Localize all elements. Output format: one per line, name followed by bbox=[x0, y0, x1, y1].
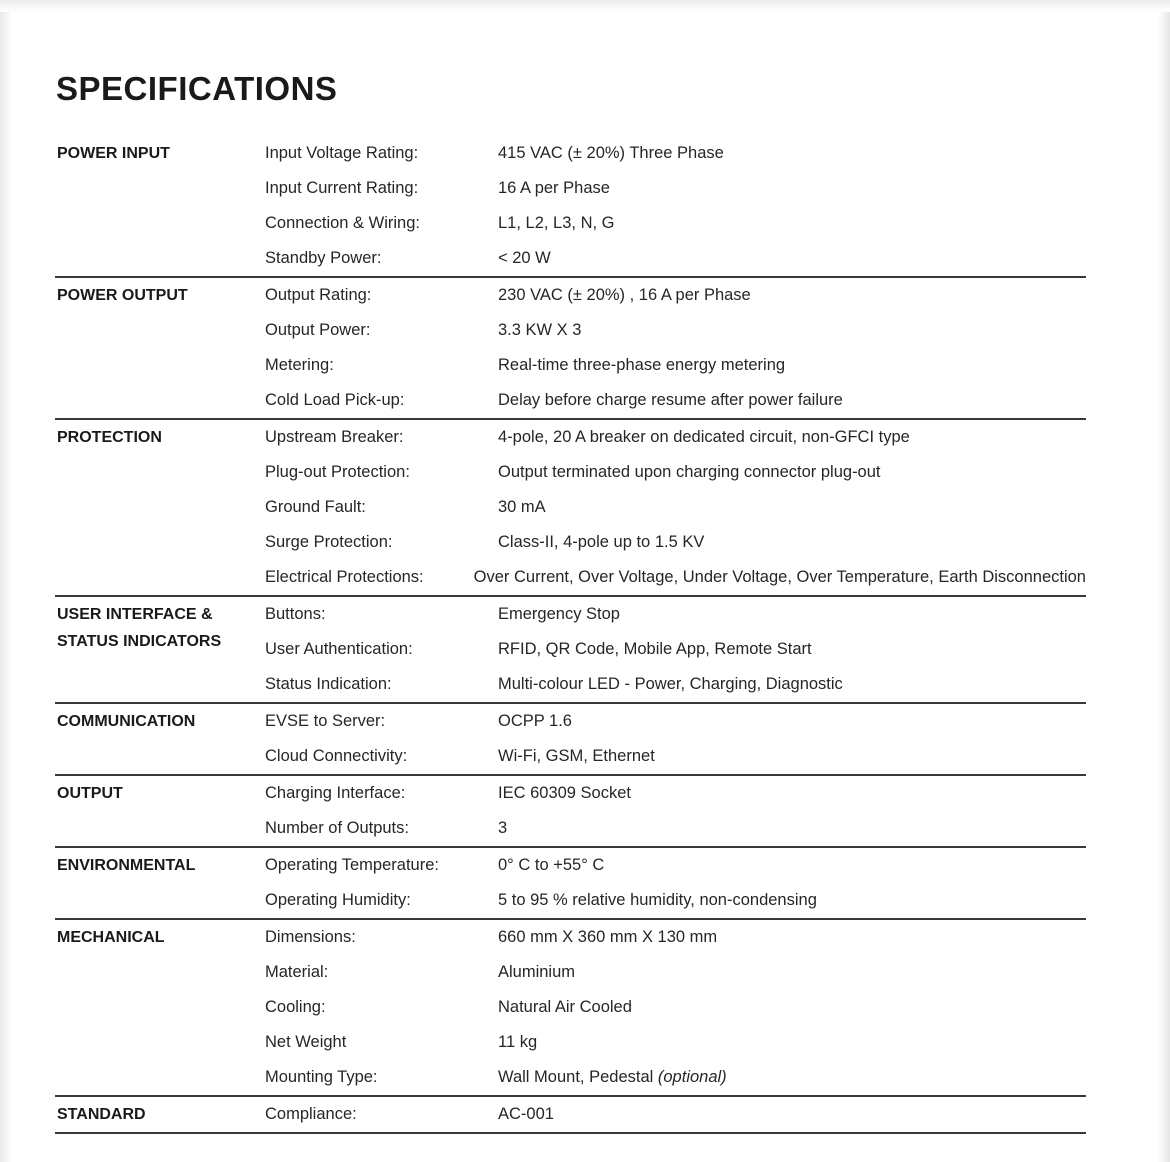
spec-value-cell bbox=[498, 856, 604, 875]
spec-row bbox=[55, 490, 1086, 525]
spec-value-cell bbox=[498, 747, 655, 766]
spec-value-cell bbox=[498, 1068, 727, 1087]
spec-label: Metering: bbox=[265, 356, 334, 374]
spec-label: Output Power: bbox=[265, 321, 371, 339]
spec-row bbox=[55, 525, 1086, 560]
spec-value: 230 VAC (± 20%) , 16 A per Phase bbox=[498, 286, 751, 304]
spec-value-note: (optional) bbox=[657, 1068, 727, 1086]
spec-value-cell bbox=[498, 998, 632, 1017]
spec-label: EVSE to Server: bbox=[265, 712, 386, 730]
spec-label: Connection & Wiring: bbox=[265, 214, 420, 232]
spec-value: Multi-colour LED - Power, Charging, Diagnostic bbox=[498, 675, 843, 693]
section-title bbox=[57, 852, 247, 879]
spec-value-cell bbox=[498, 963, 575, 982]
specifications-table bbox=[55, 136, 1086, 1134]
spec-label: Cooling: bbox=[265, 998, 326, 1016]
section-title bbox=[57, 424, 247, 451]
spec-label: Net Weight bbox=[265, 1033, 347, 1051]
spec-section bbox=[55, 704, 1086, 776]
spec-value-cell bbox=[498, 891, 817, 910]
spec-section bbox=[55, 136, 1086, 278]
spec-value-cell bbox=[498, 533, 704, 552]
spec-value-cell bbox=[498, 463, 881, 482]
spec-row bbox=[55, 171, 1086, 206]
spec-row bbox=[55, 1025, 1086, 1060]
spec-value: 4-pole, 20 A breaker on dedicated circuit, non-GFCI type bbox=[498, 428, 910, 446]
spec-value-cell bbox=[474, 568, 1086, 587]
spec-value-cell bbox=[498, 249, 551, 268]
spec-value: IEC 60309 Socket bbox=[498, 784, 631, 802]
spec-label: Electrical Protections: bbox=[265, 568, 424, 586]
spec-value: Real-time three-phase energy metering bbox=[498, 356, 786, 374]
section-title-line: STATUS INDICATORS bbox=[57, 633, 222, 650]
spec-value: Wi-Fi, GSM, Ethernet bbox=[498, 747, 655, 765]
spec-value-cell bbox=[498, 784, 631, 803]
spec-value: L1, L2, L3, N, G bbox=[498, 214, 615, 232]
spec-value: 5 to 95 % relative humidity, non-condensing bbox=[498, 891, 817, 909]
spec-row bbox=[55, 811, 1086, 846]
spec-value-cell bbox=[498, 391, 843, 410]
spec-row bbox=[55, 990, 1086, 1025]
spec-value-cell bbox=[498, 640, 812, 659]
spec-value: Delay before charge resume after power failure bbox=[498, 391, 843, 409]
spec-value-cell bbox=[498, 712, 572, 731]
spec-value: < 20 W bbox=[498, 249, 551, 267]
spec-section bbox=[55, 848, 1086, 920]
spec-label: Number of Outputs: bbox=[265, 819, 409, 837]
spec-value-cell bbox=[498, 1105, 554, 1124]
spec-label: Standby Power: bbox=[265, 249, 382, 267]
section-title bbox=[57, 282, 247, 309]
spec-value: Over Current, Over Voltage, Under Voltage, Over Temperature, Earth Disconnection bbox=[473, 568, 1086, 586]
spec-label: Compliance: bbox=[265, 1105, 357, 1123]
spec-section bbox=[55, 920, 1086, 1097]
spec-value-cell bbox=[498, 144, 724, 163]
section-title-line: MECHANICAL bbox=[57, 929, 165, 946]
spec-value-cell bbox=[498, 675, 843, 694]
spec-label: Material: bbox=[265, 963, 329, 981]
spec-value-cell bbox=[498, 356, 785, 375]
section-title bbox=[57, 140, 247, 167]
spec-value-cell bbox=[498, 819, 507, 838]
spec-value: 30 mA bbox=[498, 498, 546, 516]
spec-value: Wall Mount, Pedestal bbox=[498, 1068, 654, 1086]
spec-value: Class-II, 4-pole up to 1.5 KV bbox=[498, 533, 705, 551]
spec-section bbox=[55, 278, 1086, 420]
spec-row bbox=[55, 383, 1086, 418]
spec-value-cell bbox=[498, 605, 620, 624]
spec-value-cell bbox=[498, 179, 610, 198]
spec-value-cell bbox=[498, 286, 751, 305]
section-title-line: POWER INPUT bbox=[57, 145, 170, 162]
spec-value-cell bbox=[498, 321, 581, 340]
section-title-line: ENVIRONMENTAL bbox=[57, 857, 196, 874]
page-edge-shadow-left bbox=[0, 0, 12, 1162]
spec-section bbox=[55, 776, 1086, 848]
spec-value: 3 bbox=[498, 819, 508, 837]
spec-value: 11 kg bbox=[498, 1033, 538, 1051]
spec-label: Status Indication: bbox=[265, 675, 392, 693]
section-title-line: POWER OUTPUT bbox=[57, 287, 188, 304]
spec-value: 3.3 KW X 3 bbox=[498, 321, 582, 339]
spec-row bbox=[55, 348, 1086, 383]
spec-label: Surge Protection: bbox=[265, 533, 393, 551]
section-title bbox=[57, 924, 247, 951]
spec-row bbox=[55, 455, 1086, 490]
spec-row bbox=[55, 560, 1086, 595]
spec-row bbox=[55, 883, 1086, 918]
spec-label: Operating Temperature: bbox=[265, 856, 439, 874]
spec-value-cell bbox=[498, 498, 546, 517]
spec-value: 660 mm X 360 mm X 130 mm bbox=[498, 928, 718, 946]
spec-value: 16 A per Phase bbox=[498, 179, 610, 197]
spec-label: Buttons: bbox=[265, 605, 326, 623]
spec-row bbox=[55, 313, 1086, 348]
page-edge-shadow-right bbox=[1158, 0, 1170, 1162]
spec-row bbox=[55, 739, 1086, 774]
spec-label: Cloud Connectivity: bbox=[265, 747, 408, 765]
spec-value-cell bbox=[498, 928, 717, 947]
spec-value-cell bbox=[498, 428, 910, 447]
spec-value: Output terminated upon charging connector plug-out bbox=[498, 463, 881, 481]
spec-value-cell bbox=[498, 214, 614, 233]
spec-label: Upstream Breaker: bbox=[265, 428, 404, 446]
spec-label: Output Rating: bbox=[265, 286, 372, 304]
spec-label: Operating Humidity: bbox=[265, 891, 411, 909]
page-title: SPECIFICATIONS bbox=[56, 70, 338, 107]
page-edge-shadow-top bbox=[0, 0, 1170, 12]
section-title-line: COMMUNICATION bbox=[57, 713, 196, 730]
spec-row bbox=[55, 206, 1086, 241]
spec-label: User Authentication: bbox=[265, 640, 413, 658]
spec-value: AC-001 bbox=[498, 1105, 554, 1123]
spec-value: Natural Air Cooled bbox=[498, 998, 632, 1016]
section-title bbox=[57, 780, 247, 807]
section-title-line: PROTECTION bbox=[57, 429, 162, 446]
spec-label: Input Current Rating: bbox=[265, 179, 419, 197]
spec-section bbox=[55, 1097, 1086, 1134]
spec-value: Aluminium bbox=[498, 963, 576, 981]
spec-value: RFID, QR Code, Mobile App, Remote Start bbox=[498, 640, 812, 658]
spec-row bbox=[55, 955, 1086, 990]
spec-section bbox=[55, 597, 1086, 704]
section-title-line: OUTPUT bbox=[57, 785, 123, 802]
spec-value-cell bbox=[498, 1033, 537, 1052]
section-title bbox=[57, 708, 247, 735]
spec-label: Plug-out Protection: bbox=[265, 463, 410, 481]
spec-label: Input Voltage Rating: bbox=[265, 144, 419, 162]
spec-label: Mounting Type: bbox=[265, 1068, 378, 1086]
spec-value: 0° C to +55° C bbox=[498, 856, 605, 874]
spec-label: Charging Interface: bbox=[265, 784, 406, 802]
spec-value: Emergency Stop bbox=[498, 605, 620, 623]
spec-label: Dimensions: bbox=[265, 928, 356, 946]
spec-row bbox=[55, 667, 1086, 702]
spec-row bbox=[55, 241, 1086, 276]
spec-section bbox=[55, 420, 1086, 597]
spec-row bbox=[55, 1060, 1086, 1095]
section-title bbox=[57, 1101, 247, 1128]
spec-label: Cold Load Pick-up: bbox=[265, 391, 405, 409]
section-title-line: STANDARD bbox=[57, 1106, 146, 1123]
spec-value: 415 VAC (± 20%) Three Phase bbox=[498, 144, 724, 162]
section-title bbox=[57, 601, 247, 655]
section-title-line: USER INTERFACE & bbox=[57, 606, 213, 623]
spec-value: OCPP 1.6 bbox=[498, 712, 572, 730]
spec-label: Ground Fault: bbox=[265, 498, 366, 516]
